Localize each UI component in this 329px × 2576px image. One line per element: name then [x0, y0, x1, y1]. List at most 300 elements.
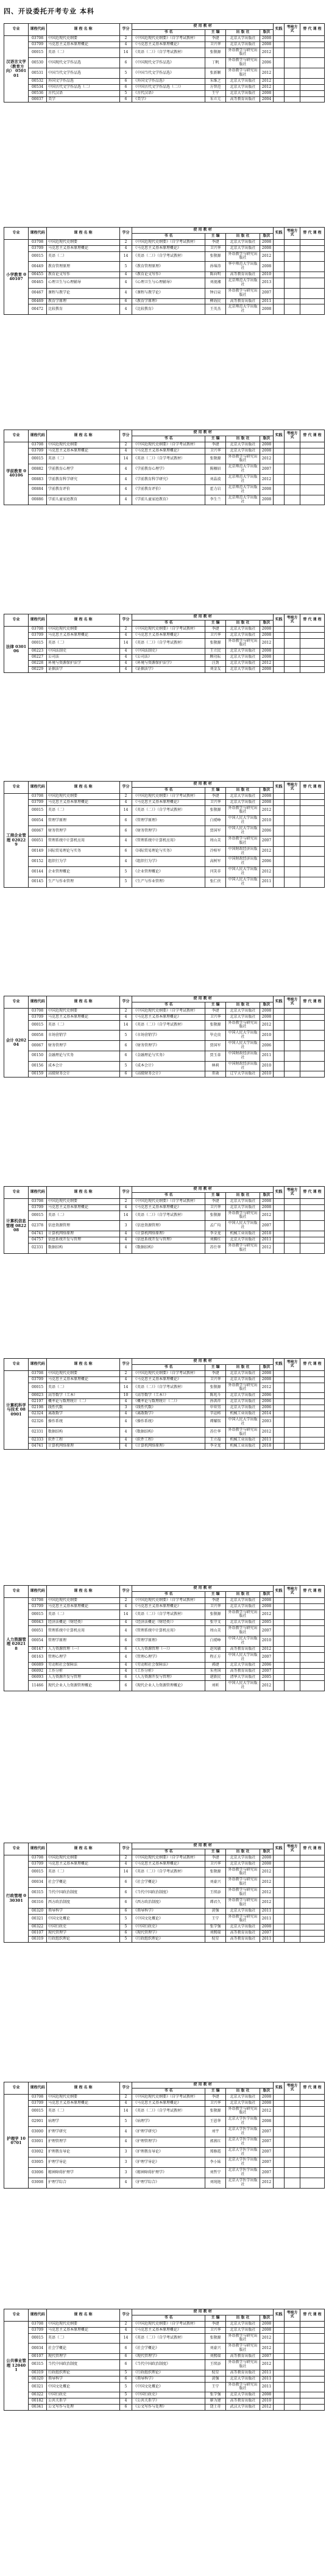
practice-cell	[274, 1603, 285, 1610]
practice-cell	[274, 35, 285, 41]
exam-cell	[285, 1051, 300, 1061]
exam-cell	[285, 2333, 300, 2344]
exam-cell	[285, 1411, 300, 1417]
textbook-name: 《学前儿童家庭教育》	[132, 495, 205, 505]
table-row	[4, 2370, 325, 2376]
table-row	[4, 1908, 325, 1914]
header-code: 课程代码	[29, 1359, 47, 1371]
textbook-author: 冷柏军	[205, 846, 226, 857]
replace-cell	[300, 2354, 325, 2360]
textbook-name: 《成本会计》	[132, 1061, 205, 1071]
course-credit: 2	[120, 1855, 132, 1861]
textbook-name: 《中国近现代史纲要》（自学考试教材）	[132, 2321, 205, 2327]
major-section	[4, 430, 324, 606]
course-name: 护理学研究	[47, 2127, 120, 2137]
textbook-author: 苏仕华	[205, 1427, 226, 1437]
course-name: 财务管理学	[47, 1041, 120, 1051]
textbook-author: 郭燕红	[205, 2137, 226, 2147]
course-name: 马克思主义基本原理概论	[47, 1014, 120, 1020]
course-name: 马克思主义基本原理概论	[47, 799, 120, 805]
course-code: 00150	[29, 1051, 47, 1061]
course-code: 04741	[29, 1231, 47, 1237]
textbook-edition: 2003	[260, 1417, 274, 1427]
exam-cell	[285, 1937, 300, 1943]
course-credit: 6	[120, 816, 132, 826]
textbook-name: 《人力资源管理（一）》	[132, 1646, 205, 1652]
textbook-author: 周山芙	[205, 836, 226, 846]
exam-cell	[285, 1427, 300, 1437]
course-name: 英语（二）	[47, 2333, 120, 2344]
textbook-author: 张新颖	[205, 68, 226, 79]
textbook-edition: 2006	[260, 58, 274, 68]
replace-cell	[300, 626, 325, 632]
header-replace: 替 代 课 程	[300, 430, 325, 442]
textbook-author: 程正方	[205, 1652, 226, 1663]
course-name: 病理学	[47, 2117, 120, 2127]
textbook-edition: 2012	[260, 661, 274, 667]
textbook-publisher: 中国人民大学出版社	[226, 1681, 260, 1691]
table-row	[4, 1898, 325, 1908]
header-credit: 学分	[120, 430, 132, 442]
exam-cell	[285, 1908, 300, 1914]
textbook-author: 白瑷峥	[205, 816, 226, 826]
table-row	[4, 667, 325, 673]
textbook-author: 刘晶波	[205, 475, 226, 485]
practice-cell	[274, 288, 285, 298]
course-code: 03708	[29, 1597, 47, 1603]
exam-cell	[285, 2168, 300, 2178]
textbook-author: 张敬源	[205, 454, 226, 464]
course-code: 00054	[29, 816, 47, 826]
course-name: 中国行政史	[47, 1924, 120, 1930]
table-row	[4, 1370, 325, 1376]
course-table	[4, 996, 325, 1078]
table-row	[4, 239, 325, 245]
major-name: 护理学 100701	[4, 2094, 29, 2188]
header-textbook: 使 用 教 材	[132, 614, 274, 621]
course-code: 00054	[29, 1636, 47, 1647]
replace-cell	[300, 1221, 325, 1231]
table-row	[4, 1061, 325, 1071]
course-code: 03708	[29, 1370, 47, 1376]
replace-cell	[300, 667, 325, 673]
practice-cell	[274, 626, 285, 632]
course-name: 证据法学	[47, 667, 120, 673]
course-credit: 14	[120, 2333, 132, 2344]
replace-cell	[300, 1008, 325, 1014]
table-row	[4, 1867, 325, 1877]
practice-cell	[274, 1376, 285, 1383]
textbook-name: 《组织行为学》	[132, 857, 205, 867]
course-code: 03000	[29, 2127, 47, 2137]
textbook-edition: 2011	[260, 1914, 274, 1924]
course-name: 外国文学作品选	[47, 78, 120, 84]
textbook-edition: 2007	[260, 1626, 274, 1636]
major-section	[4, 1186, 324, 1351]
header-credit: 学分	[120, 228, 132, 240]
replace-cell	[300, 1399, 325, 1405]
header-practice: 实践	[274, 430, 285, 442]
exam-cell	[285, 48, 300, 58]
practice-cell	[274, 2354, 285, 2360]
textbook-edition: 2007	[260, 2157, 274, 2168]
practice-cell	[274, 58, 285, 68]
course-name: 精神障碍护理学	[47, 2168, 120, 2178]
textbook-author: 刘昕	[205, 1681, 226, 1691]
textbook-author: 张敬源	[205, 1383, 226, 1393]
course-code: 00163	[29, 1652, 47, 1663]
course-code: 00015	[29, 251, 47, 262]
practice-cell	[274, 1008, 285, 1014]
textbook-edition: 2012	[260, 1610, 274, 1620]
textbook-name: 《当代中国政治制度》	[132, 1888, 205, 1898]
course-credit: 6	[120, 2354, 132, 2360]
header-book: 书 名	[132, 1364, 205, 1370]
textbook-publisher: 外语教学与研究出版社	[226, 48, 260, 58]
course-name: 英语（二）	[47, 251, 120, 262]
textbook-edition: 2011	[260, 877, 274, 888]
practice-cell	[274, 1427, 285, 1437]
textbook-publisher: 中国人民大学出版社	[226, 1417, 260, 1427]
table-row	[4, 1681, 325, 1691]
course-code: 00107	[29, 1930, 47, 1937]
header-publisher: 出 版 社	[226, 620, 260, 626]
textbook-edition: 2010	[260, 1636, 274, 1647]
textbook-publisher: 北京大学出版社	[226, 661, 260, 667]
replace-cell	[300, 1204, 325, 1211]
textbook-edition: 2008	[260, 799, 274, 805]
course-name: 中国近现代史纲要	[47, 793, 120, 799]
practice-cell	[274, 1204, 285, 1211]
textbook-publisher: 中国人民大学出版社	[226, 816, 260, 826]
header-textbook: 使 用 教 材	[132, 2082, 274, 2089]
textbook-author: 郑修霞	[205, 2147, 226, 2157]
course-name: 概率论与数理统计（二）	[47, 1399, 120, 1405]
textbook-publisher: 中国人民大学出版社	[226, 826, 260, 836]
replace-cell	[300, 484, 325, 495]
table-row	[4, 2178, 325, 2189]
practice-cell	[274, 826, 285, 836]
exam-cell	[285, 1198, 300, 1204]
header-practice: 实践	[274, 1187, 285, 1199]
exam-cell	[285, 1399, 300, 1405]
course-credit: 3	[120, 2157, 132, 2168]
textbook-edition: 2007	[260, 2137, 274, 2147]
textbook-name: 《马克思主义基本原理概论》	[132, 1861, 205, 1867]
major-section	[4, 23, 324, 220]
replace-cell	[300, 1652, 325, 1663]
textbook-author: 倪星	[205, 2370, 226, 2376]
header-publisher: 出 版 社	[226, 1849, 260, 1855]
exam-cell	[285, 1626, 300, 1636]
course-credit: 2	[120, 793, 132, 799]
exam-cell	[285, 2327, 300, 2333]
textbook-publisher: 北京大学出版社	[226, 667, 260, 673]
course-code: 02324	[29, 1411, 47, 1417]
course-name: 人力资源开发与管理	[47, 1675, 120, 1681]
textbook-name: 《人力资源开发与管理》	[132, 1675, 205, 1681]
exam-cell	[285, 495, 300, 505]
replace-cell	[300, 1620, 325, 1626]
course-name: 教育管理原理	[47, 262, 120, 272]
textbook-author: 周山芙	[205, 1626, 226, 1636]
textbook-name: 《操作系统》	[132, 1417, 205, 1427]
textbook-publisher: 北京大学出版社	[226, 2321, 260, 2327]
exam-cell	[285, 1861, 300, 1867]
course-code: 03708	[29, 1008, 47, 1014]
textbook-edition: 2012	[260, 1877, 274, 1888]
header-textbook: 使 用 教 材	[132, 1359, 274, 1365]
header-publisher: 出 版 社	[226, 2315, 260, 2321]
header-code: 课程代码	[29, 24, 47, 36]
header-author: 主 编	[205, 1364, 226, 1370]
course-name: 行政组织理论	[47, 1937, 120, 1943]
textbook-name: 《中国文化概论》	[132, 1914, 205, 1924]
textbook-author: 朱维之	[205, 78, 226, 84]
practice-cell	[274, 2392, 285, 2398]
textbook-edition: 2011	[260, 1908, 274, 1914]
textbook-edition: 2008	[260, 239, 274, 245]
replace-cell	[300, 1071, 325, 1078]
table-row	[4, 1405, 325, 1411]
course-name: 组织行为学	[47, 857, 120, 867]
course-code: 03708	[29, 442, 47, 448]
textbook-edition: 2004	[260, 96, 274, 103]
exam-cell	[285, 1370, 300, 1376]
textbook-edition: 2008	[260, 1198, 274, 1204]
textbook-edition: 2006	[260, 1663, 274, 1669]
table-row	[4, 442, 325, 448]
textbook-edition: 2008	[260, 1603, 274, 1610]
course-name: 信息系统开发与管理	[47, 1237, 120, 1243]
course-name: 中国近现代史纲要	[47, 1855, 120, 1861]
replace-cell	[300, 1937, 325, 1943]
textbook-edition: 2011	[260, 2382, 274, 2392]
table-row	[4, 1427, 325, 1437]
textbook-name: 《线性代数》	[132, 1405, 205, 1411]
textbook-author: 卫兴华	[205, 2100, 226, 2106]
course-name: 财务管理学	[47, 826, 120, 836]
course-name: 中国现代文学作品选	[47, 58, 120, 68]
textbook-edition: 2012	[260, 846, 274, 857]
replace-cell	[300, 48, 325, 58]
course-code: 00015	[29, 454, 47, 464]
exam-cell	[285, 2360, 300, 2370]
practice-cell	[274, 846, 285, 857]
textbook-publisher: 高等教育出版社	[226, 1930, 260, 1937]
textbook-author: 郭捷	[205, 1663, 226, 1669]
exam-cell	[285, 2344, 300, 2354]
course-name: 生产与作业管理	[47, 877, 120, 888]
course-code: 00015	[29, 1383, 47, 1393]
course-code: 00320	[29, 2376, 47, 2382]
replace-cell	[300, 1417, 325, 1427]
exam-cell	[285, 799, 300, 805]
course-name: 中国近现代史纲要	[47, 1008, 120, 1014]
textbook-publisher: 外语教学与研究出版社	[226, 805, 260, 816]
header-replace: 替 代 课 程	[300, 2309, 325, 2322]
practice-cell	[274, 1383, 285, 1393]
textbook-author: 孙绵涛	[205, 262, 226, 272]
major-section	[4, 2309, 324, 2565]
header-author: 主 编	[205, 2088, 226, 2094]
header-textbook: 使 用 教 材	[132, 228, 274, 234]
replace-cell	[300, 2360, 325, 2370]
course-table	[4, 781, 325, 888]
replace-cell	[300, 2376, 325, 2382]
header-publisher: 出 版 社	[226, 1364, 260, 1370]
textbook-publisher: 中国人民大学出版社	[226, 1031, 260, 1041]
practice-cell	[274, 1370, 285, 1376]
textbook-author: 李捷	[205, 626, 226, 632]
textbook-author: 柳海民	[205, 298, 226, 304]
course-credit: 5	[120, 262, 132, 272]
textbook-author: 刘腾红	[205, 1237, 226, 1243]
course-code: 03708	[29, 626, 47, 632]
exam-cell	[285, 1669, 300, 1675]
textbook-name: 《工作分析》	[132, 1669, 205, 1675]
course-code: 00883	[29, 475, 47, 485]
textbook-name: 《中国近现代史纲要》（自学考试教材）	[132, 1370, 205, 1376]
header-author: 主 编	[205, 29, 226, 35]
header-author: 主 编	[205, 2315, 226, 2321]
replace-cell	[300, 1198, 325, 1204]
course-table	[4, 2309, 325, 2411]
course-code: 00320	[29, 1908, 47, 1914]
exam-cell	[285, 251, 300, 262]
textbook-name: 《外国文学作品选》	[132, 78, 205, 84]
replace-cell	[300, 1370, 325, 1376]
textbook-publisher: 高等教育出版社	[226, 96, 260, 103]
textbook-edition: 2007	[260, 1221, 274, 1231]
header-author: 主 编	[205, 436, 226, 442]
course-credit: 14	[120, 454, 132, 464]
header-author: 主 编	[205, 233, 226, 239]
textbook-author: 陈向明	[205, 272, 226, 278]
course-code: 00043	[29, 1620, 47, 1626]
textbook-name: 《学前教育评价》	[132, 484, 205, 495]
replace-cell	[300, 1041, 325, 1051]
textbook-publisher: 外语教学与研究出版社	[226, 1867, 260, 1877]
textbook-edition: 2008	[260, 626, 274, 632]
major-name: 公共事业管理 120401	[4, 2321, 29, 2410]
course-credit: 2	[120, 2321, 132, 2327]
course-code: 00532	[29, 78, 47, 84]
textbook-publisher: 高等教育出版社	[226, 298, 260, 304]
course-code: 00051	[29, 836, 47, 846]
replace-cell	[300, 2327, 325, 2333]
header-book: 书 名	[132, 29, 205, 35]
course-code: 00015	[29, 1211, 47, 1221]
textbook-author: 刘视湘	[205, 278, 226, 289]
textbook-author: 黄强	[205, 1908, 226, 1914]
course-name: 古代汉语	[47, 90, 120, 96]
course-credit: 14	[120, 1610, 132, 1620]
textbook-edition: 2012	[260, 2333, 274, 2344]
header-code: 课程代码	[29, 614, 47, 627]
course-credit: 4	[120, 41, 132, 48]
course-credit: 3	[120, 2168, 132, 2178]
table-row	[4, 1652, 325, 1663]
course-code: 00067	[29, 1041, 47, 1051]
replace-cell	[300, 793, 325, 799]
course-code: 00152	[29, 857, 47, 867]
course-name: 离散数学	[47, 1411, 120, 1417]
textbook-author: 苏仕华	[205, 1243, 226, 1253]
exam-cell	[285, 2127, 300, 2137]
practice-cell	[274, 48, 285, 58]
textbook-edition: 2007	[260, 1652, 274, 1663]
textbook-name: 《当代中国政治制度》	[132, 2360, 205, 2370]
textbook-edition: 2006	[260, 1393, 274, 1399]
textbook-name: 《病理学》	[132, 2117, 205, 2127]
header-textbook: 使 用 教 材	[132, 430, 274, 436]
exam-cell	[285, 41, 300, 48]
course-table	[4, 430, 325, 505]
header-textbook: 使 用 教 材	[132, 782, 274, 788]
textbook-author: 李捷	[205, 239, 226, 245]
textbook-author: 孟广均	[205, 1221, 226, 1231]
textbook-author: 卫兴华	[205, 2327, 226, 2333]
course-name: 市场营销学	[47, 1031, 120, 1041]
table-row	[4, 484, 325, 495]
header-code: 课程代码	[29, 2309, 47, 2322]
table-row	[4, 1937, 325, 1943]
replace-cell	[300, 58, 325, 68]
textbook-author: 卫兴华	[205, 41, 226, 48]
header-book: 书 名	[132, 436, 205, 442]
course-credit: 4	[120, 1663, 132, 1669]
textbook-name: 《中国近现代史纲要》（自学考试教材）	[132, 442, 205, 448]
textbook-name: 《马克思主义基本原理概论》	[132, 799, 205, 805]
header-exam: 考核方式	[285, 1843, 300, 1855]
course-name: 英语（二）	[47, 2106, 120, 2117]
course-code: 00531	[29, 68, 47, 79]
course-credit: 4	[120, 2137, 132, 2147]
course-code: 04757	[29, 1237, 47, 1243]
textbook-publisher: 外语教学与研究出版社	[226, 1626, 260, 1636]
replace-cell	[300, 78, 325, 84]
replace-cell	[300, 96, 325, 103]
exam-cell	[285, 1231, 300, 1237]
major-section	[4, 996, 324, 1179]
exam-cell	[285, 442, 300, 448]
textbook-name: 《生产与作业管理》	[132, 877, 205, 888]
course-code: 00228	[29, 661, 47, 667]
textbook-author: 卫兴华	[205, 632, 226, 638]
exam-cell	[285, 626, 300, 632]
course-code: 02197	[29, 1399, 47, 1405]
exam-cell	[285, 1877, 300, 1888]
course-credit: 2	[120, 1008, 132, 1014]
textbook-publisher: 北京大学出版社	[226, 1663, 260, 1669]
course-credit: 4	[120, 1243, 132, 1253]
textbook-edition: 2012	[260, 475, 274, 485]
textbook-publisher: 北京大学出版社	[226, 442, 260, 448]
textbook-publisher: 北京大学出版社	[226, 2094, 260, 2100]
textbook-name: 《教育学原理》	[132, 298, 205, 304]
textbook-edition: 2007	[260, 836, 274, 846]
header-author: 主 编	[205, 1002, 226, 1008]
practice-cell	[274, 2360, 285, 2370]
course-code: 00149	[29, 846, 47, 857]
course-credit: 4	[120, 272, 132, 278]
textbook-publisher: 北京大学出版社	[226, 655, 260, 661]
textbook-author: 刘豪兴	[205, 1877, 226, 1888]
replace-cell	[300, 454, 325, 464]
exam-cell	[285, 304, 300, 315]
replace-cell	[300, 2392, 325, 2398]
